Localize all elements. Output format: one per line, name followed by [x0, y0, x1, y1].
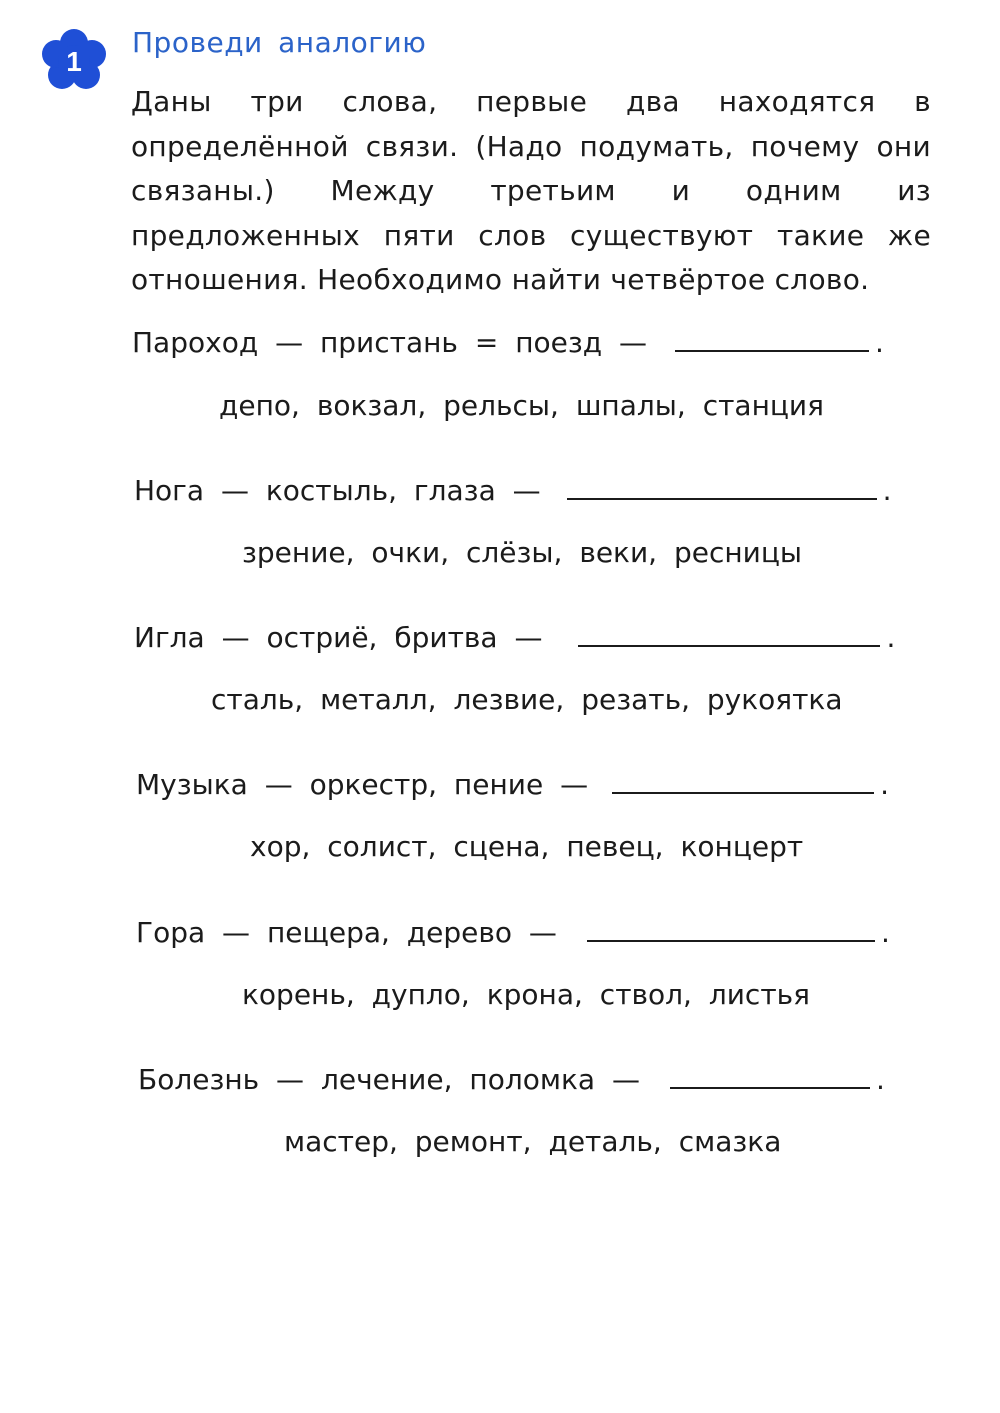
exercise-4-prompt: Музыка — оркестр, пение — — [136, 768, 589, 801]
exercise-1-options: депо, вокзал, рельсы, шпалы, станция — [219, 389, 824, 422]
exercise-3-options: сталь, металл, лезвие, резать, рукоятка — [211, 683, 843, 716]
exercise-1-period: . — [875, 326, 884, 359]
task-title: Проведи аналогию — [132, 26, 427, 59]
exercise-2-prompt-line — [134, 474, 892, 507]
task-instructions: Даны три слова, первые два находятся в определённой связи. (Надо подумать, почему они связаны.) Между третьим и одним из предложенных пяти слов существуют такие же отношения. Необходимо найти четвёртое слово. — [131, 85, 931, 296]
exercise-4-prompt-line — [136, 768, 889, 801]
exercise-6-options: мастер, ремонт, деталь, смазка — [284, 1125, 782, 1158]
exercise-6-prompt-line — [138, 1063, 885, 1096]
exercise-6-prompt: Болезнь — лечение, поломка — — [138, 1063, 640, 1096]
exercise-5-prompt-line — [136, 916, 890, 949]
exercise-3-period: . — [886, 621, 896, 654]
exercise-3-answer-blank[interactable] — [578, 639, 880, 647]
task-number-badge — [40, 28, 108, 92]
exercise-4-options: хор, солист, сцена, певец, концерт — [250, 830, 804, 863]
exercise-2-prompt: Нога — костыль, глаза — — [134, 474, 541, 507]
exercise-2-options: зрение, очки, слёзы, веки, ресницы — [242, 536, 803, 569]
exercise-4-answer-blank[interactable] — [612, 786, 874, 794]
exercise-3-prompt: Игла — остриё, бритва — — [134, 621, 543, 654]
exercise-1-answer-blank[interactable] — [675, 344, 869, 352]
exercise-2-period: . — [882, 474, 892, 507]
exercise-1-prompt-line — [132, 326, 884, 359]
exercise-3-prompt-line — [134, 621, 895, 654]
exercise-4-period: . — [880, 768, 889, 801]
exercise-5-options: корень, дупло, крона, ствол, листья — [242, 978, 810, 1011]
exercise-6-period: . — [875, 1063, 885, 1096]
exercise-5-period: . — [880, 916, 890, 949]
exercise-1-prompt: Пароход — пристань = поезд — — [132, 326, 648, 359]
flower-icon — [40, 28, 108, 92]
exercise-5-answer-blank[interactable] — [587, 934, 875, 942]
exercise-6-answer-blank[interactable] — [670, 1081, 870, 1089]
exercise-5-prompt: Гора — пещера, дерево — — [136, 916, 557, 949]
exercise-2-answer-blank[interactable] — [567, 492, 877, 500]
task-number: 1 — [66, 46, 82, 77]
